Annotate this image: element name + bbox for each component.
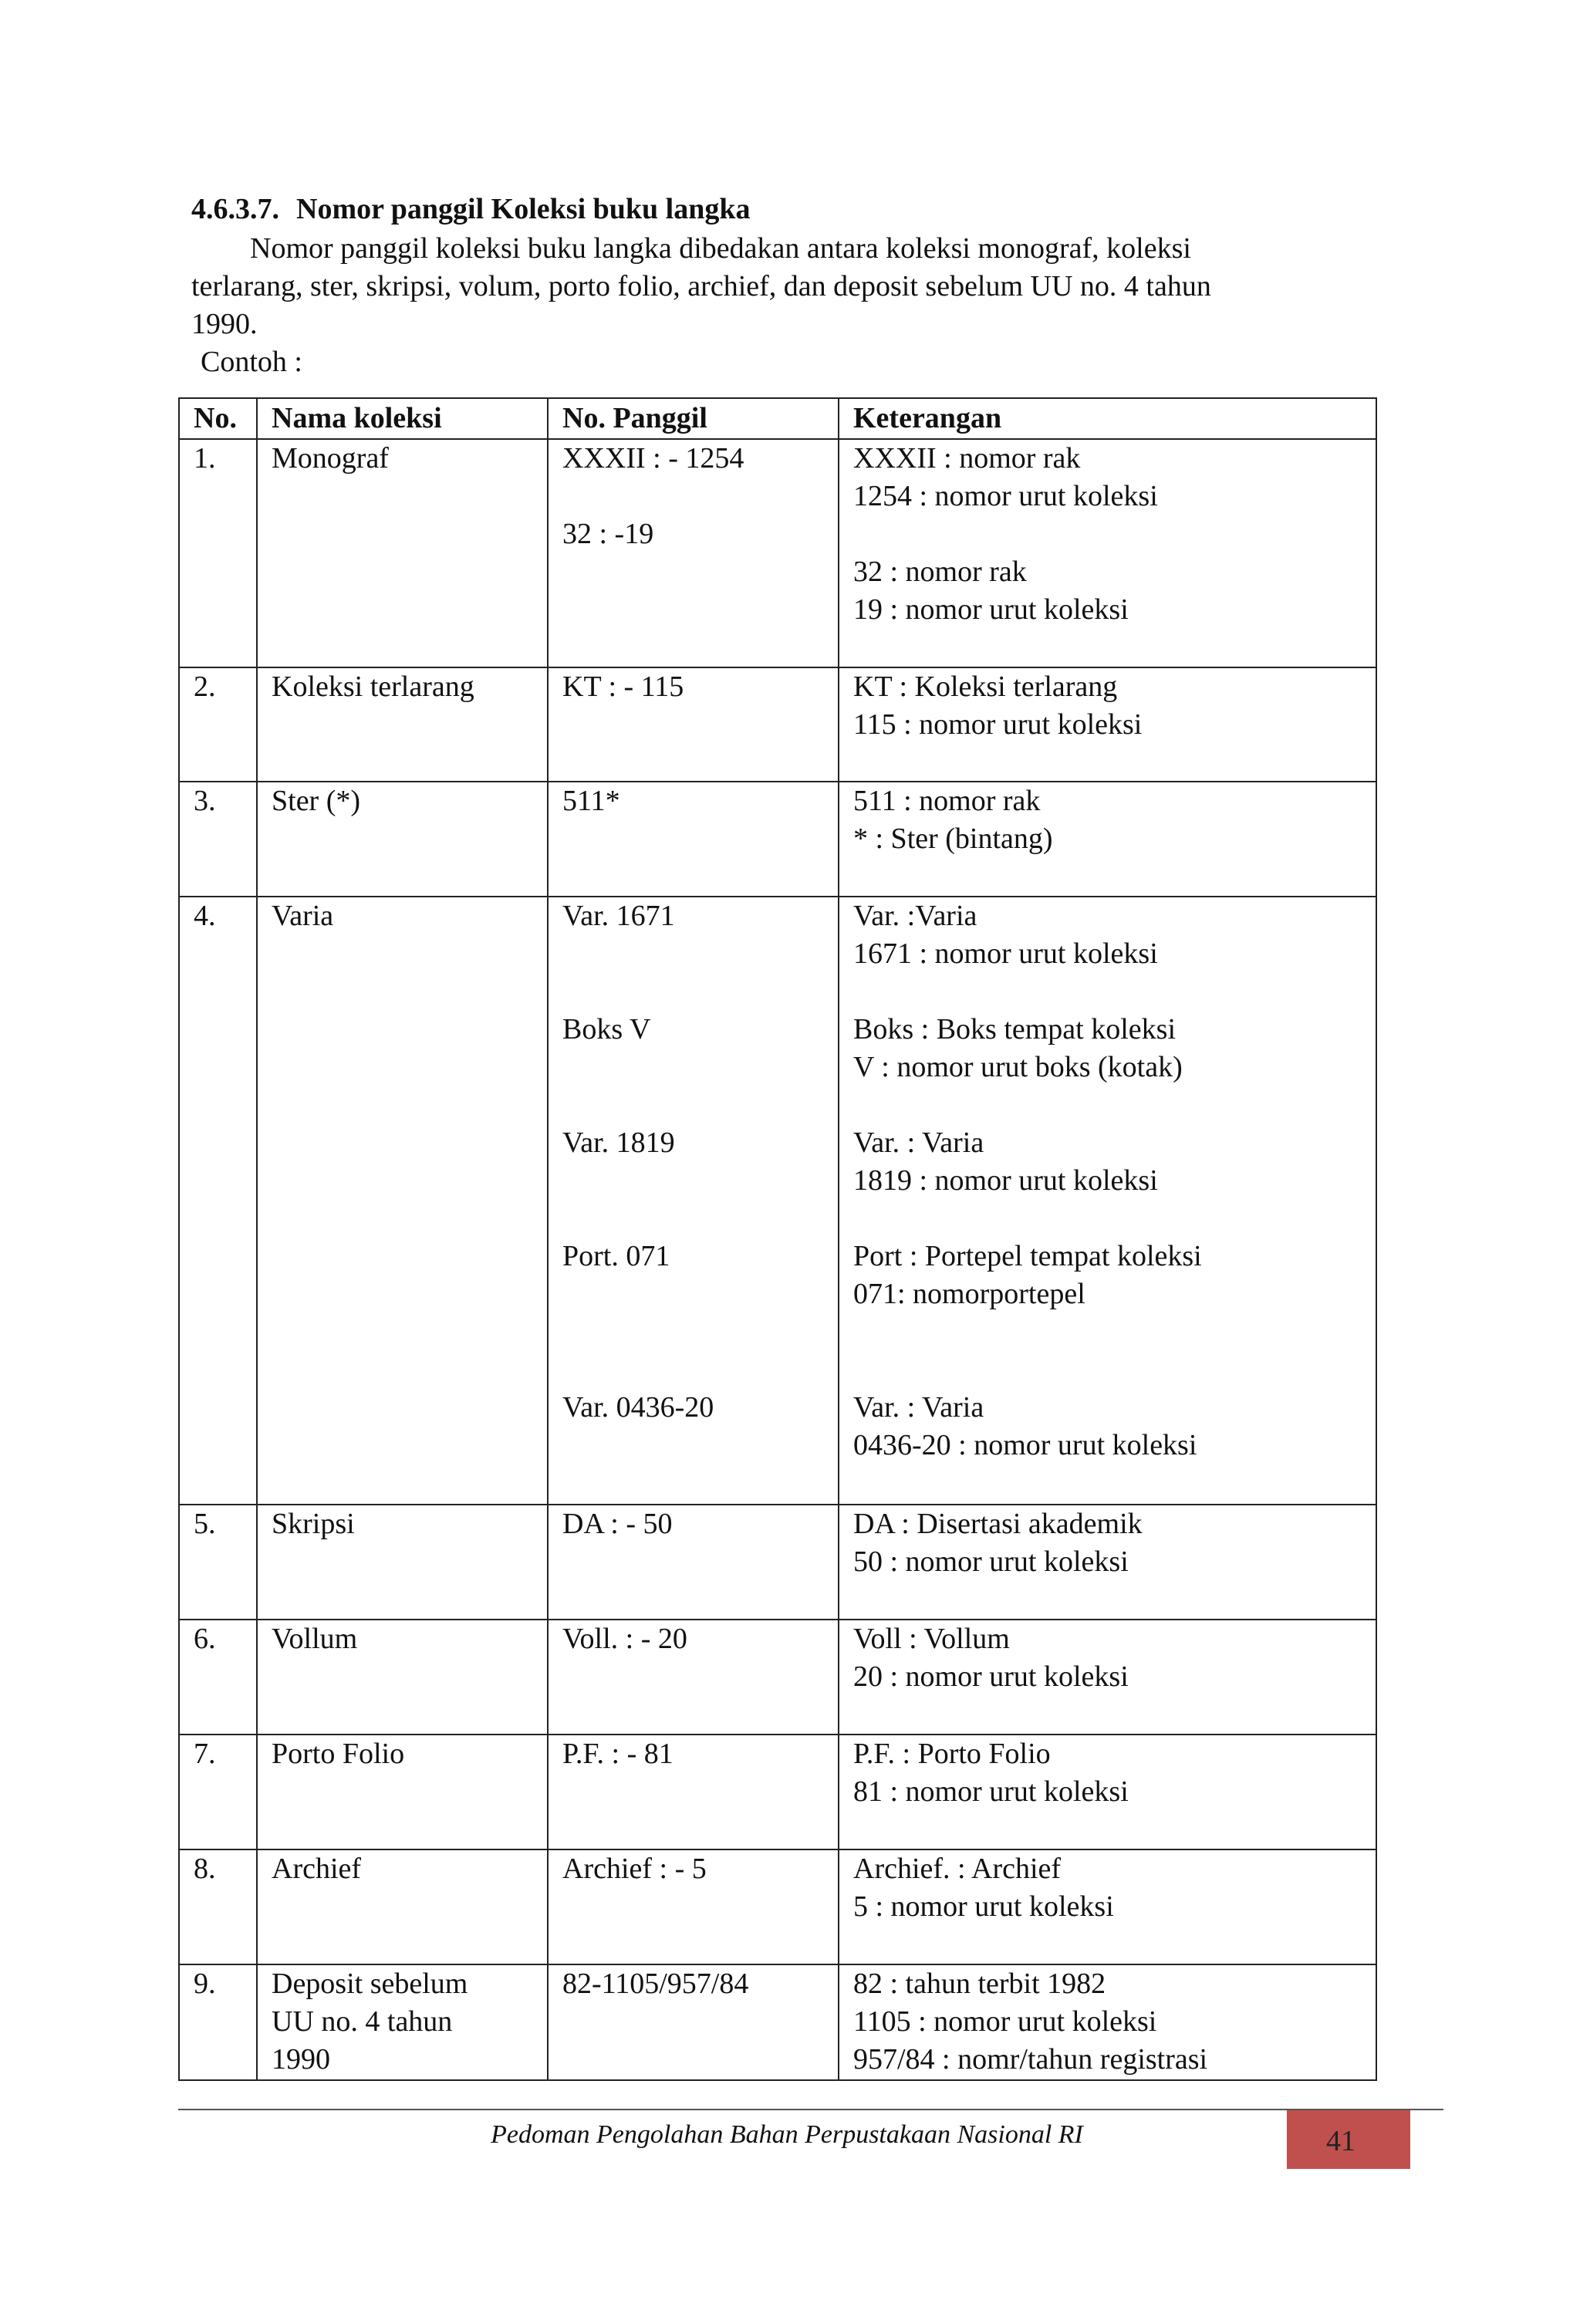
table-row (179, 1620, 1376, 1735)
table-row (179, 782, 1376, 897)
call-number-table (178, 397, 1377, 2081)
cell-keterangan: 511 : nomor rak * : Ster (bintang) (839, 782, 1376, 897)
cell-panggil: XXXII : - 1254 32 : -19 (548, 439, 839, 667)
cell-keterangan: DA : Disertasi akademik 50 : nomor urut koleksi (839, 1505, 1376, 1620)
cell-nama: Monograf (257, 439, 548, 667)
cell-panggil: 82-1105/957/84 (548, 1964, 839, 2080)
cell-nama: Deposit sebelum UU no. 4 tahun 1990 (257, 1964, 548, 2080)
section-number: 4.6.3.7. (191, 193, 279, 225)
cell-nama: Ster (*) (257, 782, 548, 897)
table-row (179, 1505, 1376, 1620)
cell-keterangan: Voll : Vollum 20 : nomor urut koleksi (839, 1620, 1376, 1735)
cell-no: 5. (179, 1505, 257, 1620)
footer-title: Pedoman Pengolahan Bahan Perpustakaan Nasional RI (491, 2120, 1083, 2149)
cell-panggil: P.F. : - 81 (548, 1735, 839, 1849)
table-row (179, 667, 1376, 782)
cell-no: 9. (179, 1964, 257, 2080)
example-label: Contoh : (201, 346, 302, 378)
footer-divider (178, 2109, 1443, 2110)
header-no: No. (179, 398, 257, 439)
cell-no: 2. (179, 667, 257, 782)
page-number-box (1287, 2110, 1410, 2169)
cell-nama: Archief (257, 1849, 548, 1964)
cell-nama: Varia (257, 897, 548, 1505)
page-number: 41 (1326, 2125, 1355, 2157)
section-heading (191, 191, 750, 227)
paragraph-line-3: 1990. (191, 308, 258, 340)
cell-keterangan: Var. :Varia 1671 : nomor urut koleksi Boks : Boks tempat koleksi V : nomor urut boks (kotak) Var. : Varia 1819 : nomor urut koleksi Port : Portepel tempat koleksi 071: nomorportepel Var. : Varia 0436-20 : nomor urut koleksi (839, 897, 1376, 1505)
cell-nama: Koleksi terlarang (257, 667, 548, 782)
cell-nama: Vollum (257, 1620, 548, 1735)
cell-nama: Porto Folio (257, 1735, 548, 1849)
cell-no: 7. (179, 1735, 257, 1849)
cell-panggil: 511* (548, 782, 839, 897)
cell-no: 3. (179, 782, 257, 897)
cell-no: 8. (179, 1849, 257, 1964)
intro-paragraph (191, 230, 1364, 343)
cell-panggil: Var. 1671 Boks V Var. 1819 Port. 071 Var. 0436-20 (548, 897, 839, 1505)
cell-no: 4. (179, 897, 257, 1505)
cell-keterangan: Archief. : Archief 5 : nomor urut koleksi (839, 1849, 1376, 1964)
paragraph-line-2: terlarang, ster, skripsi, volum, porto folio, archief, dan deposit sebelum UU no. 4 tahun (191, 270, 1211, 302)
table-header-row (179, 398, 1376, 439)
header-no-panggil: No. Panggil (548, 398, 839, 439)
table-row (179, 1849, 1376, 1964)
table-row (179, 897, 1376, 1505)
cell-panggil: Archief : - 5 (548, 1849, 839, 1964)
cell-panggil: Voll. : - 20 (548, 1620, 839, 1735)
cell-keterangan: P.F. : Porto Folio 81 : nomor urut koleksi (839, 1735, 1376, 1849)
cell-no: 1. (179, 439, 257, 667)
header-keterangan: Keterangan (839, 398, 1376, 439)
table-row (179, 439, 1376, 667)
cell-keterangan: 82 : tahun terbit 1982 1105 : nomor urut koleksi 957/84 : nomr/tahun registrasi (839, 1964, 1376, 2080)
paragraph-line-1: Nomor panggil koleksi buku langka dibedakan antara koleksi monograf, koleksi (250, 232, 1191, 265)
table-row (179, 1735, 1376, 1849)
cell-keterangan: XXXII : nomor rak 1254 : nomor urut koleksi 32 : nomor rak 19 : nomor urut koleksi (839, 439, 1376, 667)
header-nama-koleksi: Nama koleksi (257, 398, 548, 439)
cell-no: 6. (179, 1620, 257, 1735)
table-row (179, 1964, 1376, 2080)
cell-keterangan: KT : Koleksi terlarang 115 : nomor urut koleksi (839, 667, 1376, 782)
cell-panggil: DA : - 50 (548, 1505, 839, 1620)
cell-panggil: KT : - 115 (548, 667, 839, 782)
section-title: Nomor panggil Koleksi buku langka (296, 193, 751, 225)
cell-nama: Skripsi (257, 1505, 548, 1620)
